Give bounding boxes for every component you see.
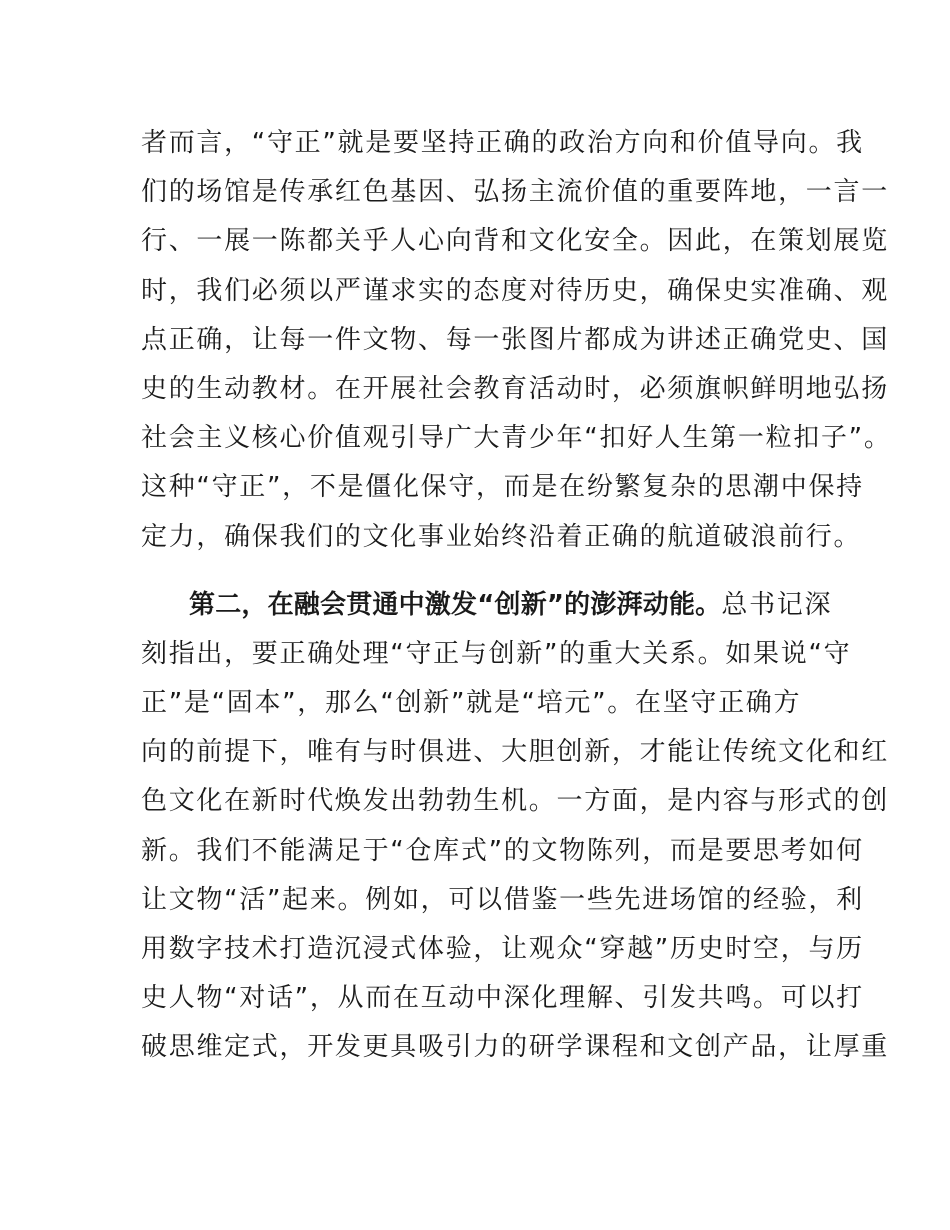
text-line: 时，我们必须以严谨求实的态度对待历史，确保史实准确、观 — [141, 275, 889, 306]
document-page — [141, 119, 892, 1073]
paragraph-heading: 第二，在融会贯通中激发“创新”的澎湃动能。 — [189, 589, 722, 620]
paragraph-innovation — [141, 581, 889, 1073]
text-line: 正”是“固本”，那么“创新”就是“培元”。在坚守正确方 — [141, 688, 802, 719]
text-line: 史的生动教材。在开展社会教育活动时，必须旗帜鲜明地弘扬 — [141, 373, 889, 404]
text-line: 用数字技术打造沉浸式体验，让观众“穿越”历史时空，与历 — [141, 934, 864, 964]
text-line: 行、一展一陈都关乎人心向背和文化安全。因此，在策划展览 — [141, 226, 889, 257]
text-line: 史人物“对话”，从而在互动中深化理解、引发共鸣。可以打 — [141, 983, 864, 1014]
text-line: 刻指出，要正确处理“守正与创新”的重大关系。如果说“守 — [141, 638, 852, 669]
text-line: 破思维定式，开发更具吸引力的研学课程和文创产品，让厚重 — [141, 1032, 889, 1063]
text-line: 新。我们不能满足于“仓库式”的文物陈列，而是要思考如何 — [141, 835, 864, 866]
text-line: 们的场馆是传承红色基因、弘扬主流价值的重要阵地，一言一 — [141, 177, 889, 208]
text-line: 定力，确保我们的文化事业始终沿着正确的航道破浪前行。 — [141, 521, 862, 552]
text-line: 色文化在新时代焕发出勃勃生机。一方面，是内容与形式的创 — [141, 786, 889, 817]
text-line-first — [141, 581, 833, 630]
text-line: 点正确，让每一件文物、每一张图片都成为讲述正确党史、国 — [141, 324, 889, 355]
text-line: 向的前提下，唯有与时俱进、大胆创新，才能让传统文化和红 — [141, 737, 889, 768]
text-line: 这种“守正”，不是僵化保守，而是在纷繁复杂的思潮中保持 — [141, 472, 864, 503]
paragraph-shouzheng-continued — [141, 119, 892, 562]
text-line: 者而言，“守正”就是要坚持正确的政治方向和价值导向。我 — [141, 128, 864, 158]
heading-continuation: 总书记深 — [721, 589, 833, 620]
text-line: 社会主义核心价值观引导广大青少年“扣好人生第一粒扣子”。 — [141, 423, 892, 454]
text-line: 让文物“活”起来。例如，可以借鉴一些先进场馆的经验，利 — [141, 884, 864, 915]
